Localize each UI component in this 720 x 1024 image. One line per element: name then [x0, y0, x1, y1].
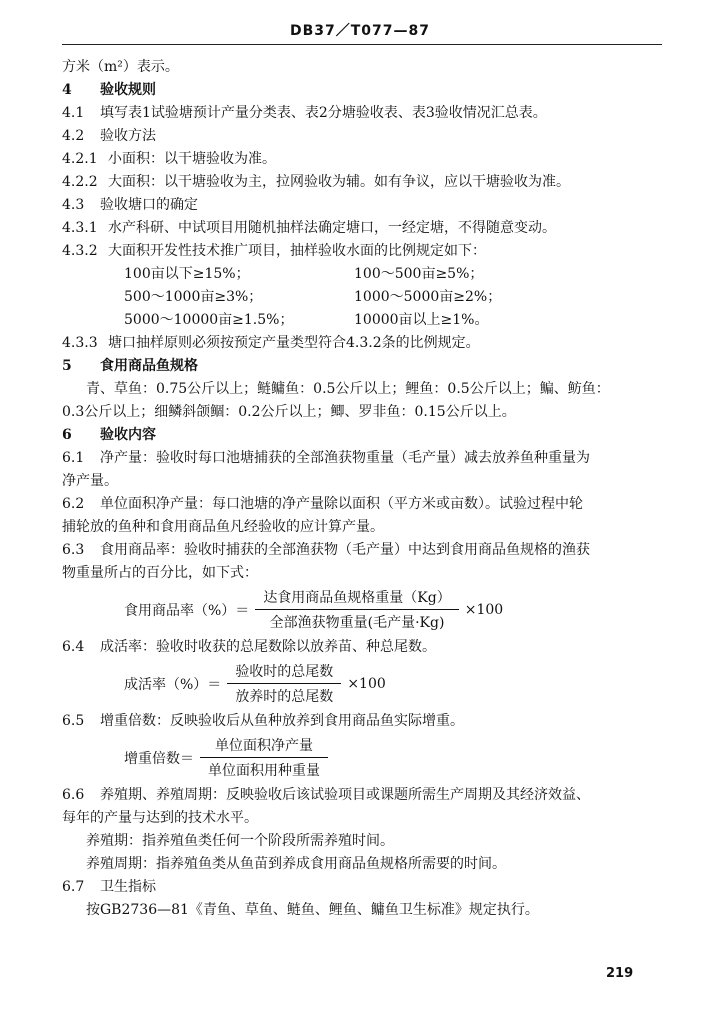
- clause-text: 净产量：验收时每口池塘捕获的全部渔获物重量（毛产量）减去放养鱼种重量为: [100, 450, 590, 466]
- clause-6-6: [62, 786, 672, 804]
- clause-6-3: [62, 541, 672, 559]
- formula-numerator: 单位面积净产量: [215, 738, 313, 754]
- clause-text: 养殖期、养殖周期：反映验收后该试验项目或课题所需生产周期及其经济效益、: [100, 787, 590, 803]
- ratio-cell: 500～1000亩≥3%；: [124, 289, 263, 305]
- text-line: 按GB2736—81《青鱼、草鱼、鲢鱼、鲤鱼、鳙鱼卫生标准》规定执行。: [86, 902, 539, 918]
- clause-number: 6.6: [62, 787, 85, 803]
- clause-text: 验收方法: [100, 128, 156, 144]
- formula-denominator: 全部渔获物重量(毛产量·Kg): [269, 615, 445, 631]
- header-rule: [62, 44, 662, 45]
- clause-number: 4.2.1: [62, 151, 98, 167]
- formula-multiplier: ×100: [464, 601, 504, 618]
- clause-number: 6.5: [62, 713, 85, 729]
- clause-text: 增重倍数：反映验收后从鱼种放养到食用商品鱼实际增重。: [100, 713, 464, 729]
- clause-4-3-2: [62, 242, 672, 260]
- section-title: 验收内容: [100, 427, 156, 443]
- clause-4-2-1: [62, 150, 672, 168]
- clause-4-2: [62, 127, 672, 145]
- clause-4-1: [62, 104, 672, 122]
- formula-lhs: 成活率（%）＝: [124, 676, 222, 693]
- clause-4-3: [62, 196, 672, 214]
- formula-lhs: 增重倍数＝: [124, 750, 194, 767]
- formula-denominator: 单位面积用种重量: [208, 763, 320, 779]
- clause-number: 4.3.1: [62, 220, 98, 236]
- clause-text: 大面积开发性技术推广项目，抽样验收水面的比例规定如下：: [108, 243, 486, 259]
- formula-numerator: 验收时的总尾数: [235, 664, 334, 680]
- clause-number: 4.1: [62, 105, 85, 121]
- ratio-cell: 100亩以下≥15%；: [124, 266, 250, 282]
- clause-6-1: [62, 449, 672, 467]
- clause-number: 6.2: [62, 496, 85, 512]
- formula-denominator: 放养时的总尾数: [235, 689, 334, 705]
- formula-fraction: [200, 735, 328, 780]
- page-number: 219: [606, 966, 634, 981]
- ratio-cell: 100～500亩≥5%；: [354, 266, 484, 282]
- clause-number: 4.3.3: [62, 335, 98, 351]
- clause-number: 6.7: [62, 879, 85, 895]
- clause-text: 验收塘口的确定: [100, 197, 198, 213]
- section-4-heading: [62, 81, 672, 99]
- text-line: 青、草鱼：0.75公斤以上；鲢鳙鱼：0.5公斤以上；鲤鱼：0.5公斤以上；鳊、鲂鱼：: [86, 381, 610, 397]
- ratio-row: [62, 311, 672, 329]
- formula-commercial-rate: [62, 587, 672, 632]
- ratio-row: [62, 265, 672, 283]
- standard-code-header: DB37／T077—87: [289, 23, 431, 39]
- ratio-row: [62, 288, 672, 306]
- text-line: 净产量。: [62, 473, 118, 489]
- formula-weight-gain: [62, 735, 672, 780]
- formula-fraction: [227, 661, 341, 706]
- clause-number: 6.1: [62, 450, 85, 466]
- clause-number: 6.3: [62, 542, 85, 558]
- clause-text: 卫生指标: [100, 879, 156, 895]
- ratio-cell: 5000～10000亩≥1.5%；: [124, 312, 294, 328]
- formula-lhs: 食用商品率（%）＝: [124, 602, 250, 619]
- text-line: 每年的产量与达到的技术水平。: [62, 810, 258, 826]
- text-line: 物重量所占的百分比，如下式：: [62, 565, 258, 581]
- clause-4-2-2: [62, 173, 672, 191]
- clause-6-4: [62, 638, 672, 656]
- clause-text: 成活率：验收时收获的总尾数除以放养苗、种总尾数。: [100, 639, 436, 655]
- document-body: [62, 58, 672, 924]
- section-5-heading: [62, 357, 672, 375]
- text-line: 养殖周期：指养殖鱼类从鱼苗到养成食用商品鱼规格所需要的时间。: [86, 856, 506, 872]
- clause-4-3-1: [62, 219, 672, 237]
- clause-6-2: [62, 495, 672, 513]
- section-title: 验收规则: [100, 82, 156, 98]
- section-number: 4: [62, 82, 72, 98]
- ratio-cell: 1000～5000亩≥2%；: [354, 289, 502, 305]
- text-line: 0.3公斤以上；细鳞斜颌鲴：0.2公斤以上；鲫、罗非鱼：0.15公斤以上。: [62, 404, 516, 420]
- clause-6-7: [62, 878, 672, 896]
- clause-text: 塘口抽样原则必须按预定产量类型符合4.3.2条的比例规定。: [108, 335, 480, 351]
- clause-text: 食用商品率：验收时捕获的全部渔获物（毛产量）中达到食用商品鱼规格的渔获: [100, 542, 590, 558]
- clause-text: 小面积：以干塘验收为准。: [108, 151, 276, 167]
- clause-text: 水产科研、中试项目用随机抽样法确定塘口，一经定塘，不得随意变动。: [108, 220, 556, 236]
- section-title: 食用商品鱼规格: [100, 358, 198, 374]
- section-number: 6: [62, 427, 72, 443]
- formula-multiplier: ×100: [347, 675, 386, 692]
- clause-text: 大面积：以干塘验收为主，拉网验收为辅。如有争议，应以干塘验收为准。: [108, 174, 570, 190]
- text-line: 方米（m²）表示。: [62, 59, 179, 75]
- clause-4-3-3: [62, 334, 672, 352]
- ratio-cell: 10000亩以上≥1%。: [354, 312, 489, 328]
- clause-number: 4.2.2: [62, 174, 98, 190]
- formula-survival-rate: [62, 661, 672, 706]
- clause-number: 6.4: [62, 639, 85, 655]
- clause-number: 4.2: [62, 128, 85, 144]
- clause-text: 单位面积净产量：每口池塘的净产量除以面积（平方米或亩数）。试验过程中轮: [100, 496, 583, 512]
- section-6-heading: [62, 426, 672, 444]
- section-number: 5: [62, 358, 72, 374]
- text-line: 养殖期：指养殖鱼类任何一个阶段所需养殖时间。: [86, 833, 394, 849]
- clause-6-5: [62, 712, 672, 730]
- formula-numerator: 达食用商品鱼规格重量（Kg）: [263, 590, 451, 606]
- formula-fraction: [255, 587, 458, 632]
- text-line: 捕轮放的鱼种和食用商品鱼凡经验收的应计算产量。: [62, 519, 384, 535]
- clause-number: 4.3: [62, 197, 85, 213]
- clause-text: 填写表1试验塘预计产量分类表、表2分塘验收表、表3验收情况汇总表。: [100, 105, 547, 121]
- clause-number: 4.3.2: [62, 243, 98, 259]
